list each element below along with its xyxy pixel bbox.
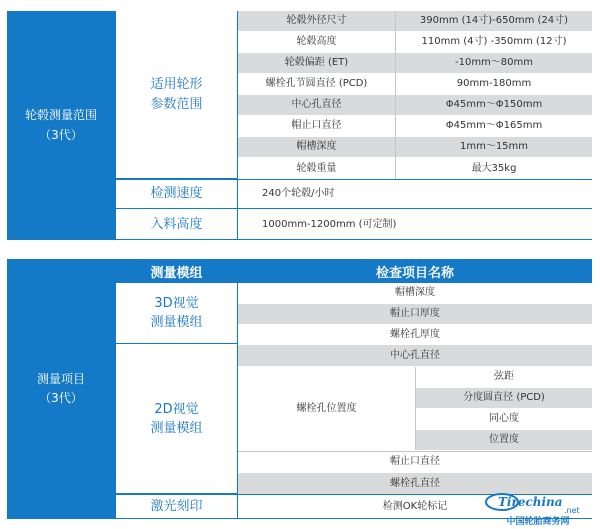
bolt-position-item: 弦距 [416, 367, 592, 387]
watermark-caption: 中国轮胎商务网 [506, 517, 570, 527]
watermark-suffix: .net [564, 506, 580, 515]
item-3d: 帽槽深度 [238, 283, 592, 303]
item-laser: 检测OK轮标记 [238, 495, 592, 519]
feed-height-value: 1000mm-1200mm (可定制) [262, 218, 397, 230]
item-2d: 帽止口直径 [238, 451, 592, 472]
items-table-main-cell [7, 259, 115, 519]
header-module: 测量模组 [116, 259, 237, 283]
param-value: Φ45mm～Φ165mm [396, 116, 592, 136]
watermark-brand: Tirechina [498, 495, 563, 509]
item-2d-center-hole: 中心孔直径 [238, 345, 592, 366]
speed-label: 检测速度 [116, 180, 237, 208]
module-3d-label: 3D视觉 测量模组 [116, 283, 237, 344]
range-table-main-cell [7, 11, 115, 240]
bolt-position-item: 同心度 [416, 409, 592, 429]
param-value: Φ45mm～Φ150mm [396, 95, 592, 115]
param-value: 390mm (14寸)-650mm (24寸) [396, 11, 592, 31]
param-name: 中心孔直径 [238, 95, 395, 115]
range-group-label: 适用轮形 参数范围 [116, 11, 237, 179]
param-name: 轮毂偏距 (ET) [238, 53, 395, 73]
feed-height-label: 入料高度 [116, 209, 237, 240]
param-value: 90mm-180mm [396, 74, 592, 94]
speed-value: 240个轮毂/小时 [262, 188, 335, 199]
bolt-position-item: 分度圆直径 (PCD) [416, 388, 592, 408]
param-name: 螺栓孔节圆直径 (PCD) [238, 74, 395, 94]
module-2d-label: 2D视觉 测量模组 [116, 345, 237, 494]
header-items: 检查项目名称 [238, 259, 592, 283]
item-2d: 螺栓孔直径 [238, 473, 592, 494]
item-3d: 帽止口厚度 [238, 304, 592, 324]
param-value: 110mm (4寸) -350mm (12寸) [396, 32, 592, 52]
param-value: 最大35kg [396, 158, 592, 179]
divider [395, 11, 396, 179]
param-name: 轮毂外径尺寸 [238, 11, 395, 31]
bolt-position-item: 位置度 [416, 430, 592, 450]
item-3d: 螺栓孔厚度 [238, 325, 592, 344]
param-value: 1mm～15mm [396, 137, 592, 157]
range-table-main-label: 轮毂测量范围 （3代） [24, 108, 97, 142]
param-name: 轮毂重量 [238, 158, 395, 179]
param-name: 帽槽深度 [238, 137, 395, 157]
bolt-position-label: 螺栓孔位置度 [238, 367, 415, 450]
items-table-main-label: 测量项目 （3代） [36, 371, 85, 405]
tirechina-watermark [480, 489, 592, 525]
param-value: -10mm～80mm [396, 53, 592, 73]
param-name: 帽止口直径 [238, 116, 395, 136]
divider [7, 239, 592, 240]
param-name: 轮毂高度 [238, 32, 395, 52]
module-laser-label: 激光刻印 [116, 495, 237, 519]
